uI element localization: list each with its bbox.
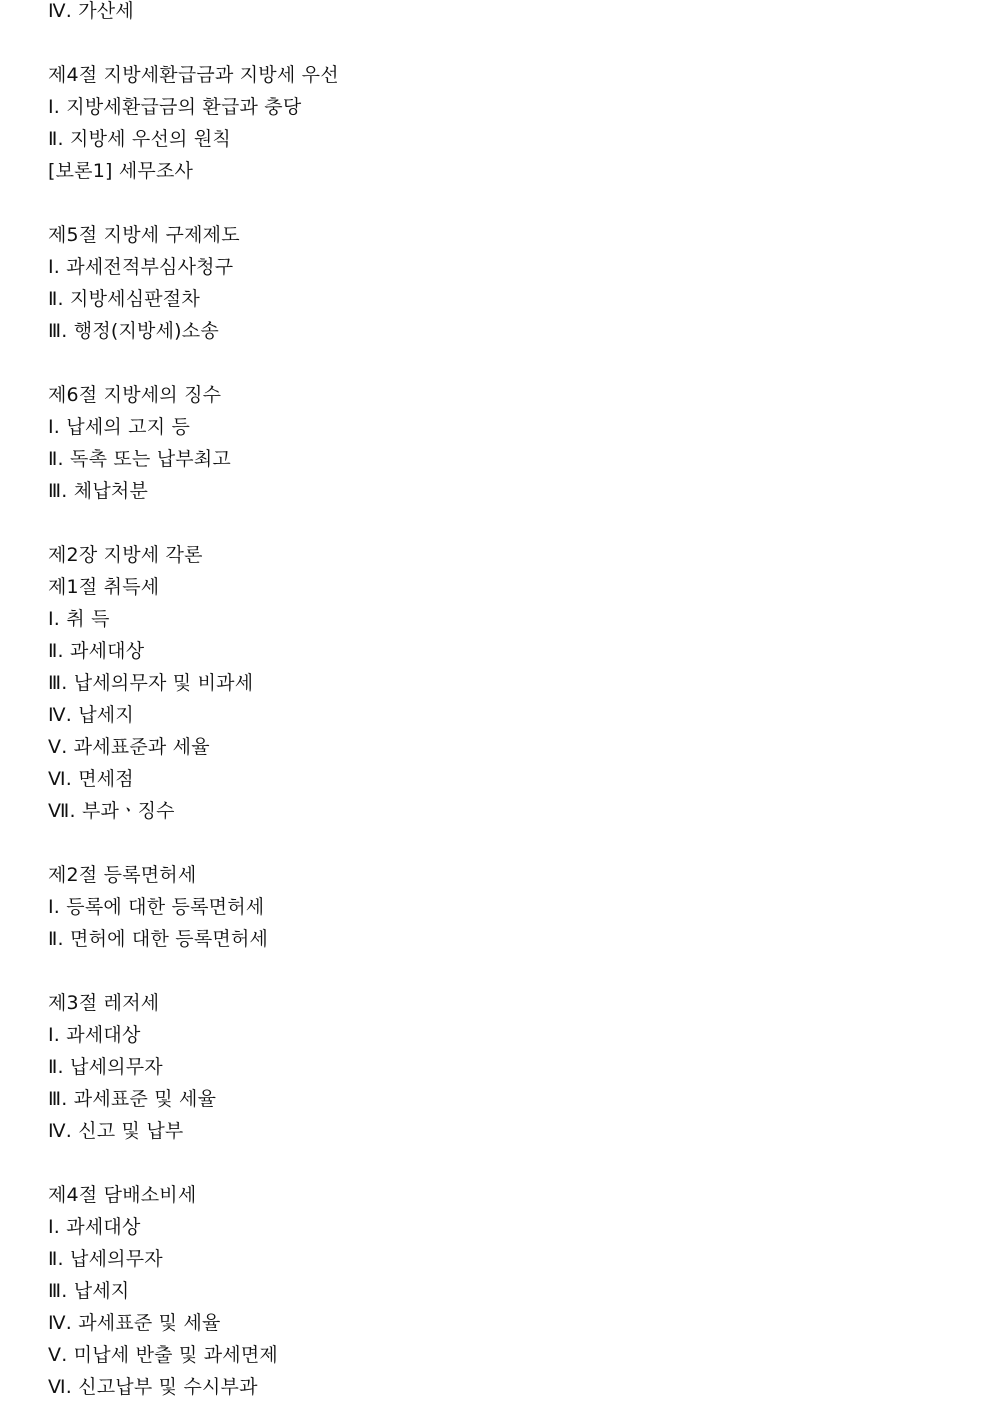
toc-item: Ⅰ. 과세대상 (48, 1024, 141, 1046)
spacer (48, 507, 948, 539)
toc-item: Ⅰ. 납세의 고지 등 (48, 416, 191, 438)
toc-item: Ⅰ. 과세전적부심사청구 (48, 256, 234, 278)
toc-item: Ⅱ. 납세의무자 (48, 1056, 163, 1078)
table-of-contents (48, 0, 948, 1403)
section-heading: 제3절 레저세 (48, 992, 160, 1014)
spacer (48, 955, 948, 987)
spacer (48, 1147, 948, 1179)
toc-item: Ⅰ. 과세대상 (48, 1216, 141, 1238)
toc-item: Ⅳ. 가산세 (48, 0, 134, 22)
toc-item: Ⅱ. 지방세 우선의 원칙 (48, 128, 231, 150)
toc-item: Ⅳ. 과세표준 및 세율 (48, 1312, 221, 1334)
toc-item: Ⅴ. 과세표준과 세율 (48, 736, 210, 758)
section-heading: 제1절 취득세 (48, 576, 160, 598)
toc-item: Ⅲ. 체납처분 (48, 480, 148, 502)
toc-item: Ⅰ. 등록에 대한 등록면허세 (48, 896, 265, 918)
toc-item: Ⅱ. 지방세심판절차 (48, 288, 200, 310)
toc-item: Ⅵ. 면세점 (48, 768, 134, 790)
toc-item: Ⅲ. 납세지 (48, 1280, 130, 1302)
toc-item: Ⅱ. 면허에 대한 등록면허세 (48, 928, 269, 950)
toc-item: Ⅳ. 신고 및 납부 (48, 1120, 184, 1142)
toc-item: Ⅴ. 미납세 반출 및 과세면제 (48, 1344, 278, 1366)
toc-item: Ⅳ. 납세지 (48, 704, 134, 726)
toc-item: Ⅵ. 신고납부 및 수시부과 (48, 1376, 258, 1398)
toc-item: [보론1] 세무조사 (48, 160, 194, 182)
toc-item: Ⅰ. 취 득 (48, 608, 110, 630)
spacer (48, 827, 948, 859)
toc-item: Ⅲ. 행정(지방세)소송 (48, 320, 219, 342)
section-heading: 제6절 지방세의 징수 (48, 384, 222, 406)
section-heading: 제4절 담배소비세 (48, 1184, 197, 1206)
spacer (48, 187, 948, 219)
toc-item: Ⅲ. 과세표준 및 세율 (48, 1088, 217, 1110)
toc-item: Ⅱ. 과세대상 (48, 640, 145, 662)
toc-item: Ⅶ. 부과ㆍ징수 (48, 800, 175, 822)
spacer (48, 27, 948, 59)
spacer (48, 347, 948, 379)
toc-item: Ⅱ. 납세의무자 (48, 1248, 163, 1270)
section-heading: 제4절 지방세환급금과 지방세 우선 (48, 64, 339, 86)
toc-item: Ⅱ. 독촉 또는 납부최고 (48, 448, 231, 470)
section-heading: 제5절 지방세 구제제도 (48, 224, 240, 246)
chapter-heading: 제2장 지방세 각론 (48, 544, 203, 566)
section-heading: 제2절 등록면허세 (48, 864, 197, 886)
toc-item: Ⅲ. 납세의무자 및 비과세 (48, 672, 254, 694)
toc-item: Ⅰ. 지방세환급금의 환급과 충당 (48, 96, 302, 118)
